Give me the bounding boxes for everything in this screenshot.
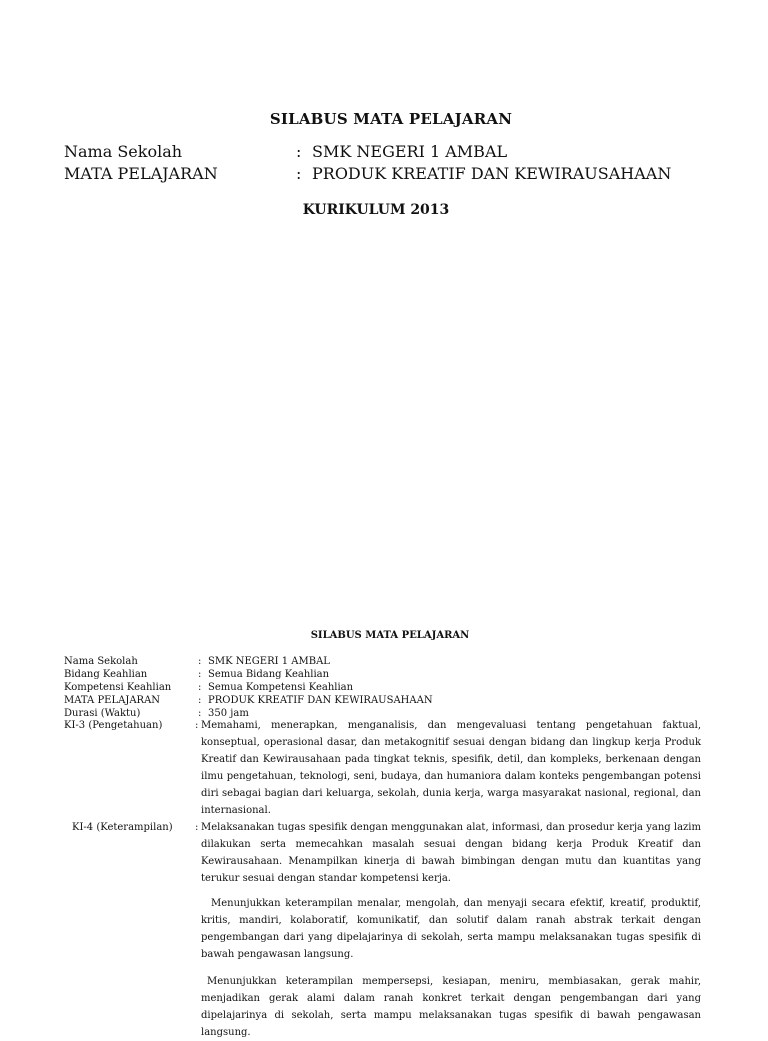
syllabus-title: SILABUS MATA PELAJARAN: [310, 630, 470, 641]
cover-title: SILABUS MATA PELAJARAN: [269, 110, 513, 128]
syllabus-colon: :: [198, 708, 202, 719]
ki3-paragraph: [195, 717, 701, 819]
syllabus-label: Durasi (Waktu): [64, 708, 141, 719]
ki4-label: KI-4 (Keterampilan): [72, 822, 173, 833]
ki4-text-2: Menunjukkan keterampilan menalar, mengolah, dan menyaji secara efektif, kreatif, produktif, kritis, mandiri, kolaboratif, komunikatif, dan solutif dalam ranah abstrak terkait dengan pengembangan dari yang dipelajarinya di sekolah, serta mampu melaksanakan tugas spesifik di bawah pengawasan langsung.: [201, 898, 701, 960]
syllabus-value: PRODUK KREATIF DAN KEWIRAUSAHAAN: [208, 695, 433, 706]
cover-label-subject: MATA PELAJARAN: [64, 164, 218, 183]
ki4-text-1: Melaksanakan tugas spesifik dengan menggunakan alat, informasi, dan prosedur kerja yang lazim dilakukan serta memecahkan masalah sesuai dengan bidang kerja Produk Kreatif dan Kewirausahaan. Menampilkan kinerja di bawah bimbingan dengan mutu dan kuantitas yang terukur sesuai dengan standar kompetensi kerja.: [201, 822, 701, 884]
cover-colon: :: [296, 142, 302, 161]
ki4-colon: :: [195, 822, 199, 833]
syllabus-value: Semua Bidang Keahlian: [208, 669, 330, 680]
ki4-paragraph-1: [195, 819, 701, 887]
syllabus-colon: :: [198, 656, 202, 667]
ki3-colon: :: [195, 720, 199, 731]
syllabus-label: Bidang Keahlian: [64, 669, 148, 680]
ki4-text-3: Menunjukkan keterampilan mempersepsi, kesiapan, meniru, membiasakan, gerak mahir, menjadikan gerak alami dalam ranah konkret terkait dengan pengembangan dari yang dipelajarinya di sekolah, serta mampu melaksanakan tugas spesifik di bawah pengawasan langsung.: [201, 976, 701, 1038]
syllabus-value: 350 jam: [208, 708, 249, 719]
syllabus-colon: :: [198, 682, 202, 693]
syllabus-colon: :: [198, 695, 202, 706]
syllabus-label: Nama Sekolah: [64, 656, 138, 667]
syllabus-label: MATA PELAJARAN: [64, 695, 161, 706]
cover-value-subject: PRODUK KREATIF DAN KEWIRAUSAHAAN: [312, 164, 672, 183]
ki3-label: KI-3 (Pengetahuan): [64, 720, 163, 731]
syllabus-colon: :: [198, 669, 202, 680]
syllabus-value: Semua Kompetensi Keahlian: [208, 682, 354, 693]
cover-value-school: SMK NEGERI 1 AMBAL: [312, 142, 508, 161]
curriculum-heading: KURIKULUM 2013: [302, 202, 450, 218]
ki3-text: Memahami, menerapkan, menganalisis, dan mengevaluasi tentang pengetahuan faktual, konseptual, operasional dasar, dan metakognitif sesuai dengan bidang dan lingkup kerja Produk Kreatif dan Kewirausahaan pada tingkat teknis, spesifik, detil, dan kompleks, berkenaan dengan ilmu pengetahuan, teknologi, seni, budaya, dan humaniora dalam konteks pengembangan potensi diri sebagai bagian dari keluarga, sekolah, dunia kerja, warga masyarakat nasional, regional, dan internasional.: [201, 720, 701, 816]
cover-colon: :: [296, 164, 302, 183]
cover-label-school: Nama Sekolah: [64, 142, 183, 161]
ki4-paragraph-2: [201, 895, 701, 963]
syllabus-value: SMK NEGERI 1 AMBAL: [208, 656, 330, 667]
syllabus-label: Kompetensi Keahlian: [64, 682, 172, 693]
ki4-paragraph-3: [201, 973, 701, 1041]
